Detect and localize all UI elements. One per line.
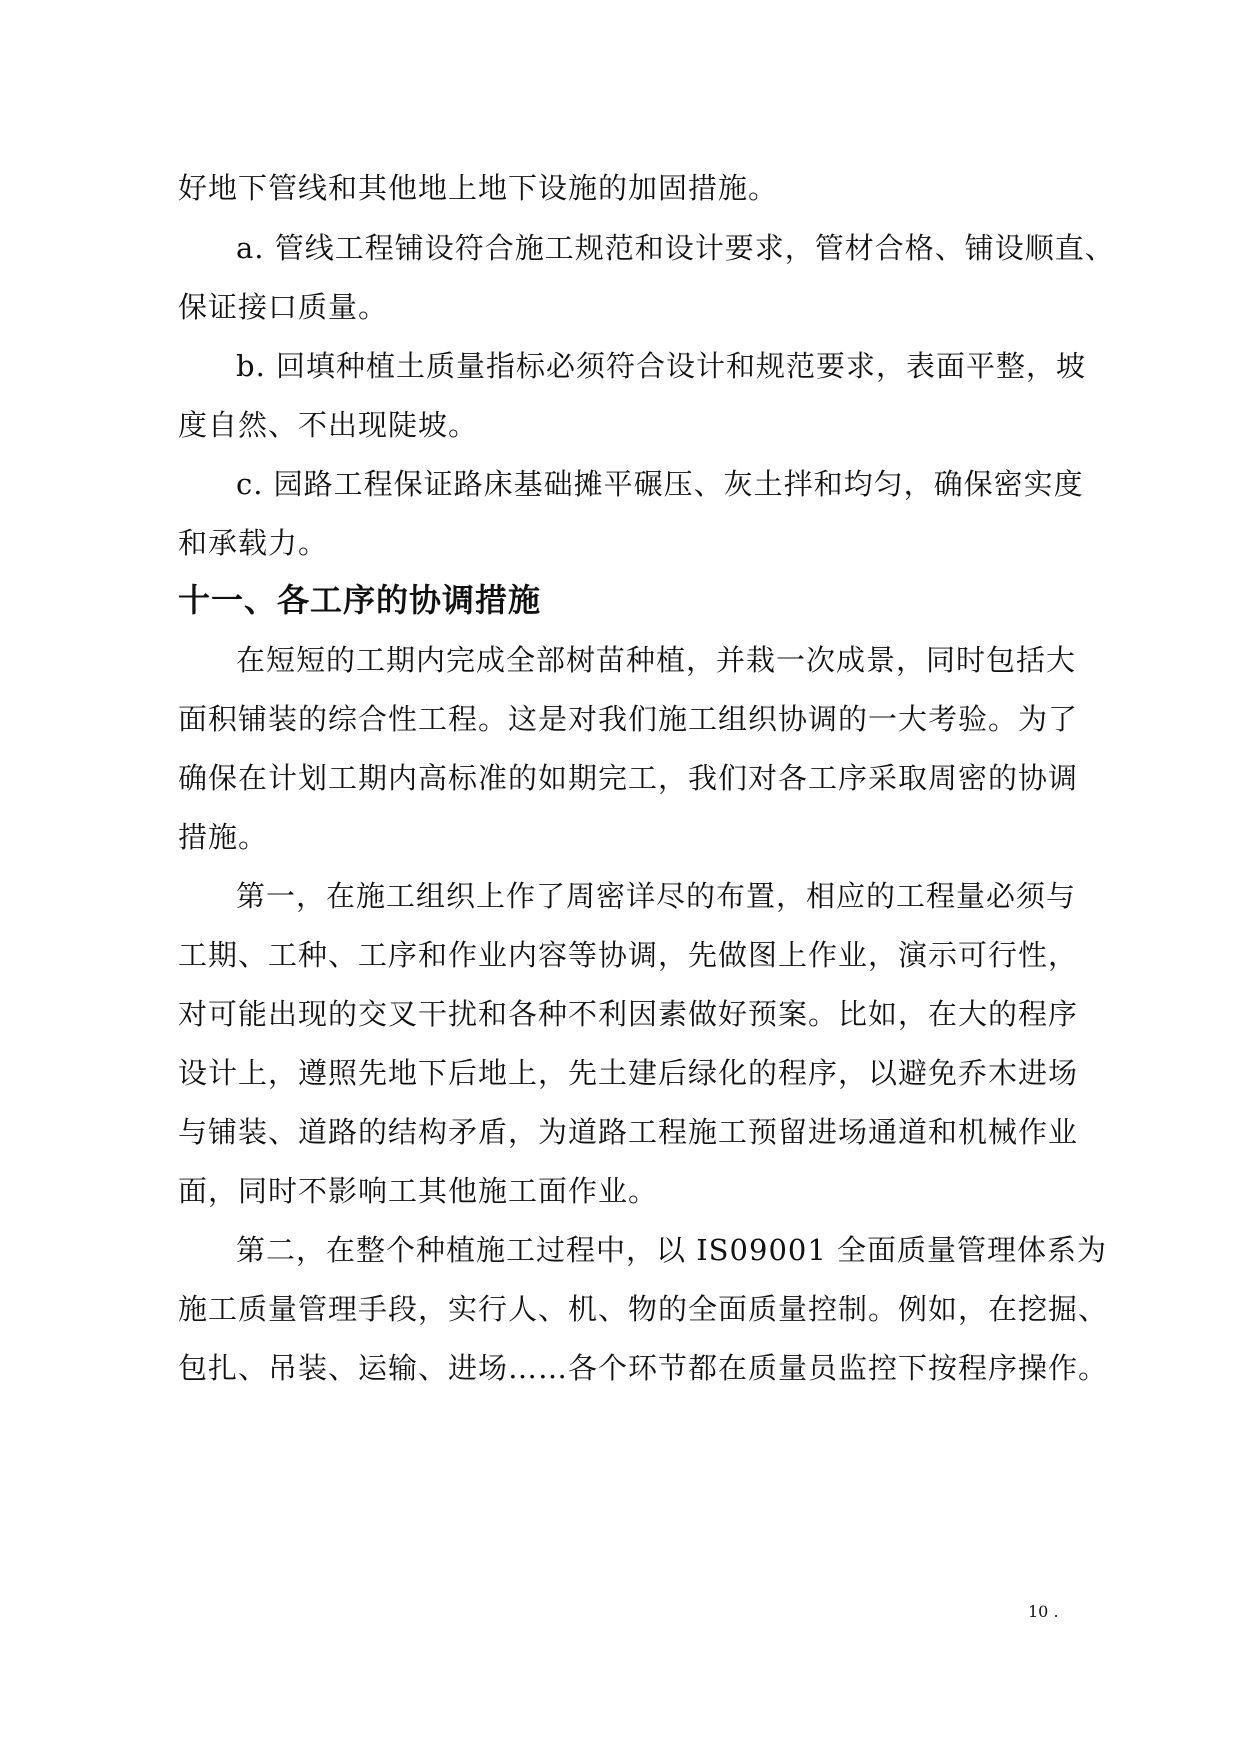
paragraph-line: 措施。 bbox=[178, 820, 269, 854]
paragraph-line: 确保在计划工期内高标准的如期完工，我们对各工序采取周密的协调 bbox=[178, 761, 1079, 795]
paragraph-line: 工期、工种、工序和作业内容等协调，先做图上作业，演示可行性， bbox=[178, 938, 1079, 972]
paragraph-line: 包扎、吊装、运输、进场……各个环节都在质量员监控下按程序操作。 bbox=[178, 1351, 1109, 1385]
paragraph-line: 好地下管线和其他地上地下设施的加固措施。 bbox=[178, 171, 779, 205]
paragraph-line: 度自然、不出现陡坡。 bbox=[178, 408, 479, 442]
paragraph-line: 在短短的工期内完成全部树苗种植，并栽一次成景，同时包括大 bbox=[236, 643, 1077, 677]
paragraph-line: b. 回填种植土质量指标必须符合设计和规范要求，表面平整，坡 bbox=[236, 349, 1087, 383]
paragraph-line: 面积铺装的综合性工程。这是对我们施工组织协调的一大考验。为了 bbox=[178, 702, 1079, 736]
section-heading: 十一、各工序的协调措施 bbox=[178, 581, 542, 619]
paragraph-line: 保证接口质量。 bbox=[178, 290, 389, 324]
paragraph-line: 设计上，遵照先地下后地上，先土建后绿化的程序，以避免乔木进场 bbox=[178, 1056, 1079, 1090]
paragraph-line: 施工质量管理手段，实行人、机、物的全面质量控制。例如，在挖掘、 bbox=[178, 1292, 1109, 1326]
page-number: 10 . bbox=[1028, 1602, 1059, 1621]
paragraph-line: 第一，在施工组织上作了周密详尽的布置，相应的工程量必须与 bbox=[236, 879, 1077, 913]
paragraph-line: 面，同时不影响工其他施工面作业。 bbox=[178, 1174, 659, 1208]
paragraph-line: 对可能出现的交叉干扰和各种不利因素做好预案。比如，在大的程序 bbox=[178, 997, 1079, 1031]
paragraph-line: 和承载力。 bbox=[178, 526, 329, 560]
paragraph-line: c. 园路工程保证路床基础摊平碾压、灰土拌和均匀，确保密实度 bbox=[236, 467, 1084, 501]
paragraph-line: 第二，在整个种植施工过程中，以 IS09001 全面质量管理体系为 bbox=[236, 1233, 1108, 1267]
paragraph-line: a. 管线工程铺设符合施工规范和设计要求，管材合格、铺设顺直、 bbox=[236, 231, 1115, 265]
paragraph-line: 与铺装、道路的结构矛盾，为道路工程施工预留进场通道和机械作业 bbox=[178, 1115, 1079, 1149]
